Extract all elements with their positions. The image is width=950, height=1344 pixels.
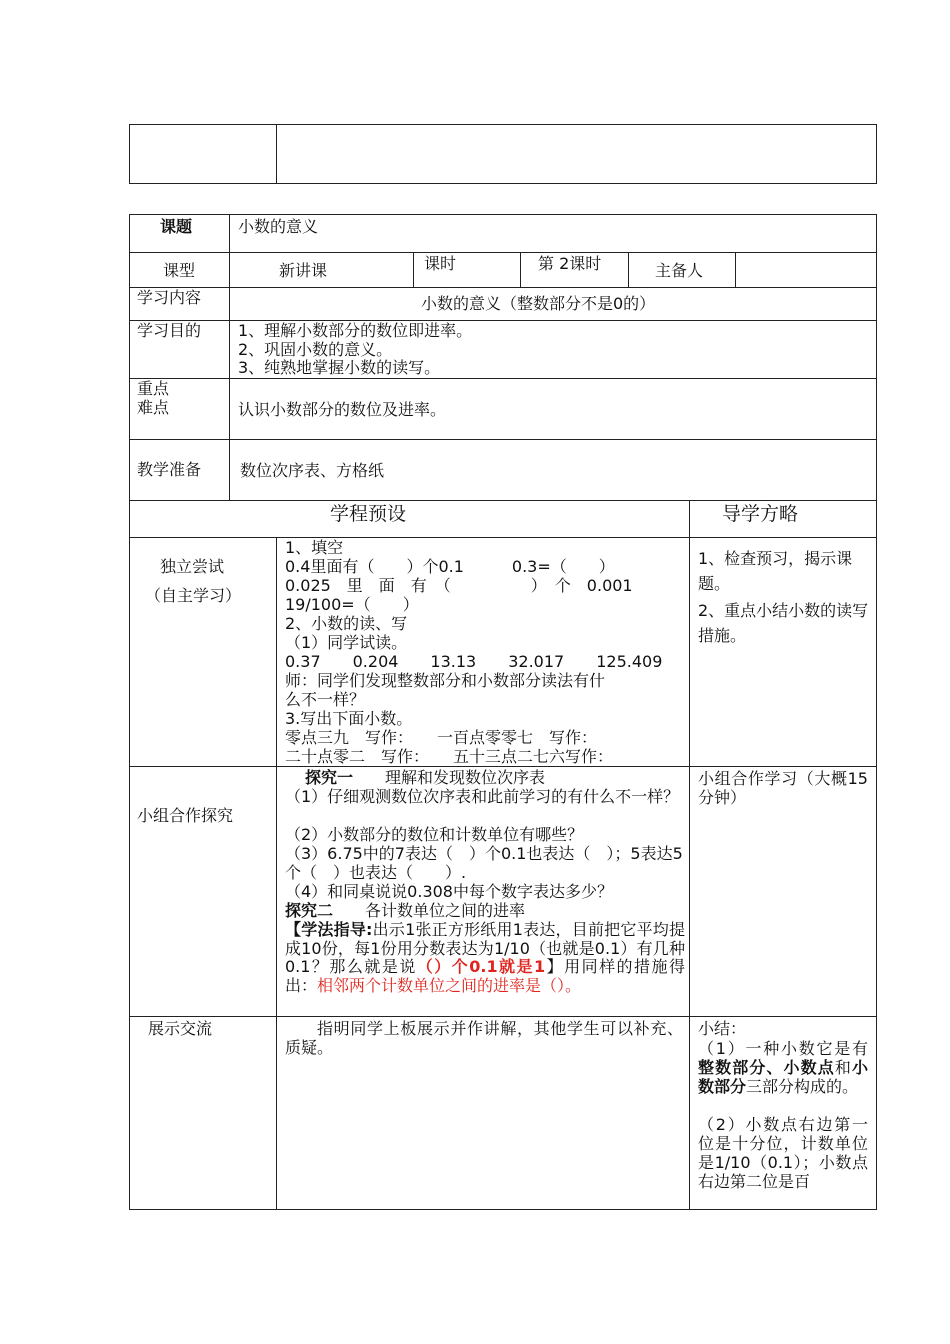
self-study-line: 零点三九 写作： 一百点零零七 写作： <box>285 728 598 747</box>
prep-value: 数位次序表、方格纸 <box>240 461 385 480</box>
method-mid: 】用同样的措施得出： <box>285 957 685 995</box>
topic-label: 课题 <box>160 217 193 236</box>
summary-point-1 <box>698 1039 868 1096</box>
method-label: 【学法指导: <box>285 920 373 939</box>
self-study-label: 独立尝试 <box>160 557 225 576</box>
self-study-line: 师：同学们发现整数部分和小数部分读法有什 <box>285 671 606 690</box>
self-study-line: 0.4里面有（ ）个0.1 0.3=（ ） <box>285 557 615 576</box>
group-label: 小组合作探究 <box>137 806 234 825</box>
explore2-text: 各计数单位之间的进率 <box>365 901 526 920</box>
self-study-line: （1）同学试读。 <box>285 633 408 652</box>
self-study-sublabel: （自主学习） <box>145 586 242 605</box>
guide-title: 导学方略 <box>722 503 799 525</box>
key-value: 认识小数部分的数位及进率。 <box>238 400 447 419</box>
self-study-line: 么不一样？ <box>285 690 366 709</box>
explore1-title: 探究一 <box>305 768 354 787</box>
process-title: 学程预设 <box>330 503 407 525</box>
summary-point-2: （2）小数点右边第一位是十分位，计数单位是1/10（0.1）；小数点右边第二位是百 <box>698 1115 868 1191</box>
goal-item: 1、理解小数部分的数位即进率。 <box>238 321 473 340</box>
explore2-line <box>285 902 525 920</box>
method-text: 出示1张正方形纸用1表达，目前把它平均提成10份，每1份用分数表达为1/10（也就是0.1）有几种0.1？那么就是说 <box>285 920 685 976</box>
summary-1-bold-1: 整数部分、小数点 <box>698 1058 835 1077</box>
goals-label: 学习目的 <box>137 321 202 340</box>
goal-item: 3、纯熟地掌握小数的读写。 <box>238 358 441 377</box>
display-text: 指明同学上板展示并作讲解，其他学生可以补充、质疑。 <box>285 1019 683 1057</box>
display-label: 展示交流 <box>148 1019 213 1038</box>
group-question-3: （3）6.75中的7表达（ ）个0.1也表达（ ）；5表达5个（ ）也表达（ ）. <box>285 844 683 882</box>
self-study-line: 19/100=（ ） <box>285 595 419 614</box>
summary-1-bold-2: 小数部分 <box>698 1058 868 1096</box>
content-label: 学习内容 <box>137 288 202 307</box>
key-label-1: 重点 <box>137 379 170 398</box>
key-label-2: 难点 <box>137 398 170 417</box>
self-study-line: 3.写出下面小数。 <box>285 709 413 728</box>
explore1-line <box>305 769 545 787</box>
explore1-text: 理解和发现数位次序表 <box>385 768 546 787</box>
self-study-line: 二十点零二 写作： 五十三点二七六写作： <box>285 747 614 766</box>
prep-label: 教学准备 <box>137 460 202 479</box>
summary-title: 小结： <box>698 1019 747 1038</box>
summary-1-mid: 和 <box>834 1058 852 1077</box>
group-question-4: （4）和同桌说说0.308中每个数字表达多少？ <box>285 882 613 901</box>
period-label: 课时 <box>424 254 457 273</box>
type-label: 课型 <box>163 261 196 280</box>
content-value: 小数的意义（整数部分不是0的） <box>421 294 656 313</box>
self-study-line: 1、填空 <box>285 538 344 557</box>
group-question-2: （2）小数部分的数位和计数单位有哪些？ <box>285 825 584 844</box>
summary-1-pre: （1）一种小数它是有 <box>698 1039 868 1058</box>
method-highlight: （）个0.1就是1 <box>416 957 546 976</box>
preparer-label: 主备人 <box>655 261 704 280</box>
self-study-line: 0.37 0.204 13.13 32.017 125.409 <box>285 652 663 671</box>
period-value: 第 2课时 <box>538 254 602 273</box>
summary-1-post: 三部分构成的。 <box>746 1077 859 1096</box>
method-red-tail: 相邻两个计数单位之间的进率是（）。 <box>317 975 582 995</box>
method-guidance <box>285 921 685 995</box>
topic-value: 小数的意义 <box>238 217 319 236</box>
type-value: 新讲课 <box>279 261 328 280</box>
explore2-title: 探究二 <box>285 901 334 920</box>
self-study-line: 0.025 里 面 有 （ ） 个 0.001 <box>285 576 633 595</box>
top-empty-table <box>129 124 877 184</box>
top-table-divider <box>276 124 277 184</box>
goal-item: 2、巩固小数的意义。 <box>238 340 393 359</box>
self-study-guide-item: 1、检查预习，揭示课题。 <box>698 549 853 593</box>
self-study-guide-item: 2、重点小结小数的读写措施。 <box>698 601 869 645</box>
group-guide: 小组合作学习（大概15分钟） <box>698 769 868 807</box>
self-study-line: 2、小数的读、写 <box>285 614 408 633</box>
group-question-1: （1）仔细观测数位次序表和此前学习的有什么不一样？ <box>285 787 680 806</box>
